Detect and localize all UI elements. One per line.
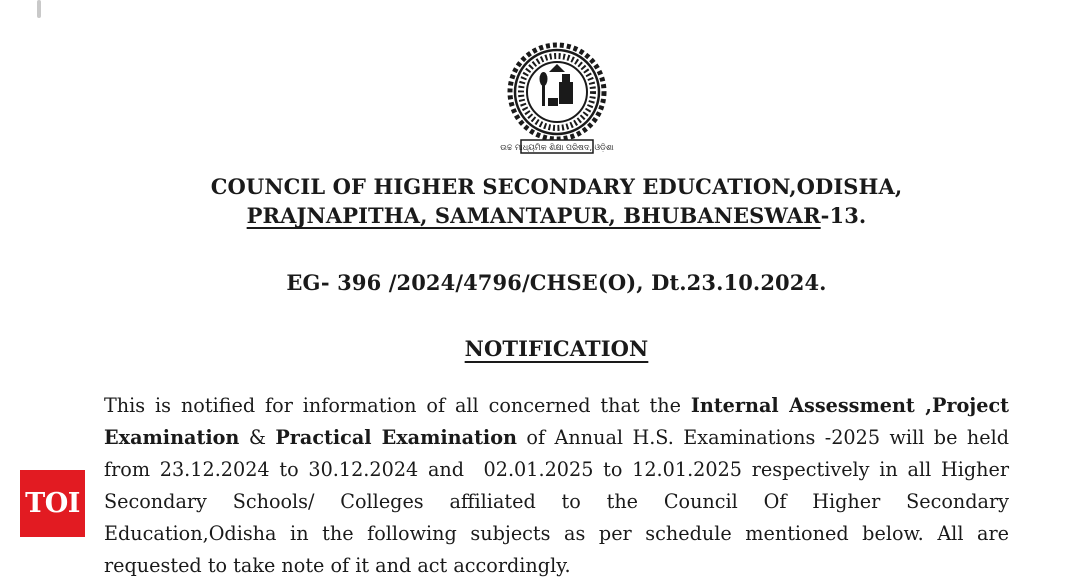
body-text-1: This is notified for information of all concerned that the: [104, 394, 691, 417]
reference-number: EG- 396 /2024/4796/CHSE(O), Dt.23.10.2024.: [286, 270, 827, 295]
council-emblem-icon: [499, 42, 615, 158]
council-address: [0, 203, 1069, 228]
address-underlined: PRAJNAPITHA, SAMANTAPUR, BHUBANESWAR: [246, 203, 821, 228]
body-bold-2: Practical Examination: [275, 426, 517, 449]
address-suffix: -13.: [820, 203, 867, 228]
emblem-caption: ଉଚ୍ଚ ମାଧ୍ୟମିକ ଶିକ୍ଷା ପରିଷଦ, ଓଡ଼ିଶା: [500, 143, 614, 152]
toi-badge: TOI: [20, 470, 85, 537]
body-bold-1: Internal Assessment ,Project Examination: [104, 394, 1009, 449]
body-text-2: &: [239, 426, 276, 449]
notification-body: [104, 390, 1016, 582]
council-name: COUNCIL OF HIGHER SECONDARY EDUCATION,ODISHA,: [210, 174, 903, 199]
scan-artifact: [37, 0, 41, 18]
body-text-3: of Annual H.S. Examinations -2025 will be held from 23.12.2024 to 30.12.2024 and 02.01.2025 to 12.01.2025 respectively in all Higher Secondary Schools/ Colleges affiliated to the Council Of Higher Secondary Education,Odisha in the following subjects as per schedule mentioned below. All are requested to take note of it and act accordingly.: [104, 426, 1016, 577]
notification-title: NOTIFICATION: [464, 336, 649, 361]
